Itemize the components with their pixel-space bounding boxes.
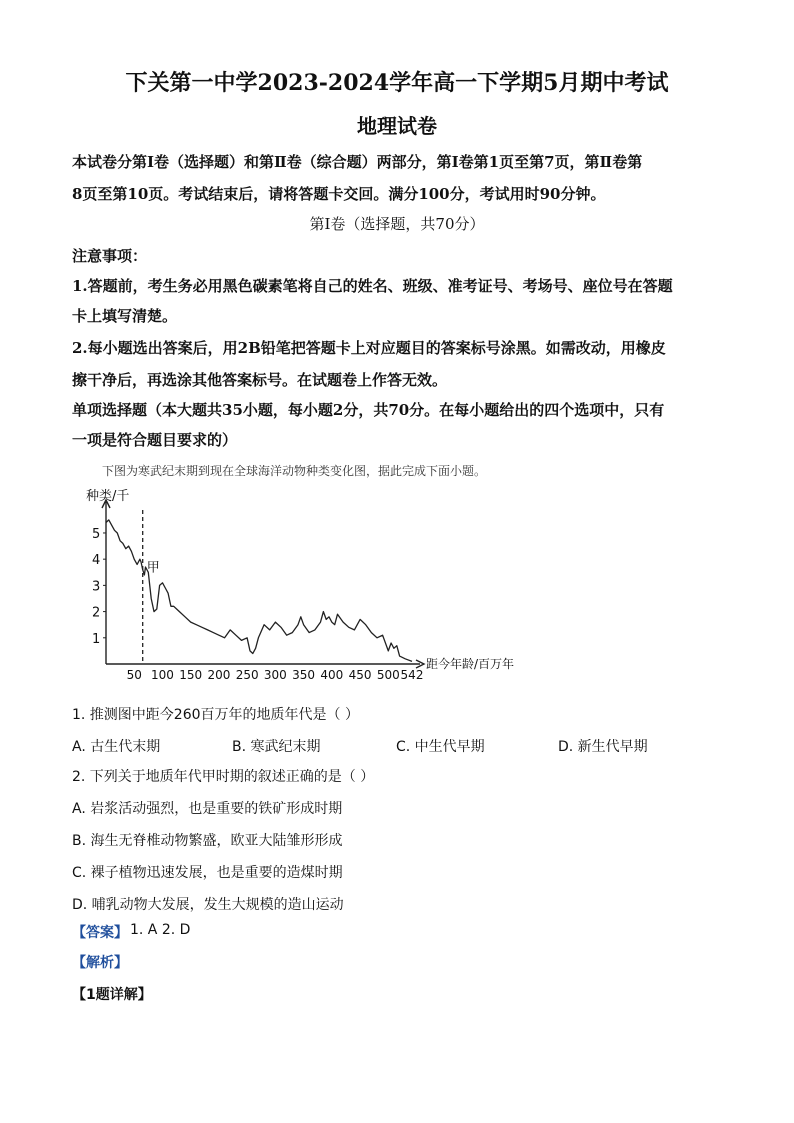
exam-subtitle: 地理试卷 xyxy=(357,114,437,138)
x-tick-label: 350 xyxy=(292,668,316,682)
x-tick-label: 500 xyxy=(376,668,400,682)
chart-series xyxy=(106,510,412,664)
q2-option-c: C. 裸子植物迅速发展，也是重要的造煤时期 xyxy=(72,865,343,881)
q2-option-d: D. 哺乳动物大发展，发生大规模的造山运动 xyxy=(72,897,344,913)
answer-text: 1. A 2. D xyxy=(130,922,191,938)
figure-caption: 下图为寒武纪末期到现在全球海洋动物种类变化图，据此完成下面小题。 xyxy=(102,464,487,478)
y-tick-label: 4 xyxy=(92,553,101,569)
notes-item-2-line-2: 擦干净后，再选涂其他答案标号。在试题卷上作答无效。 xyxy=(72,371,448,389)
notes-item-1-line-1: 1.答题前，考生务必用黑色碳素笔将自己的姓名、班级、准考证号、考场号、座位号在答题 xyxy=(72,277,673,295)
question-1-stem: 1. 推测图中距今260百万年的地质年代是（ ） xyxy=(72,707,359,723)
detail-label: 【1题详解】 xyxy=(72,987,152,1003)
q1-option-b: B. 寒武纪末期 xyxy=(232,739,321,755)
x-tick-label: 542 xyxy=(400,668,424,682)
q2-option-a: A. 岩浆活动强烈，也是重要的铁矿形成时期 xyxy=(72,801,343,817)
y-tick-label: 5 xyxy=(92,526,101,542)
exam-title: 下关第一中学2023-2024学年高一下学期5月期中考试 xyxy=(125,70,669,96)
x-tick-label: 300 xyxy=(263,668,287,682)
notes-item-1-line-2: 卡上填写清楚。 xyxy=(72,307,178,325)
species-line-chart xyxy=(72,484,542,684)
x-tick-label: 450 xyxy=(348,668,372,682)
answer-label: 【答案】 xyxy=(72,925,128,941)
x-tick-label: 400 xyxy=(320,668,344,682)
x-tick-label: 50 xyxy=(126,668,142,682)
single-choice-line-1: 单项选择题（本大题共35小题，每小题2分，共70分。在每小题给出的四个选项中，只有 xyxy=(72,401,665,419)
question-2-stem: 2. 下列关于地质年代甲时期的叙述正确的是（ ） xyxy=(72,769,375,785)
q1-option-d: D. 新生代早期 xyxy=(558,739,648,755)
chart-ticks xyxy=(92,527,423,682)
y-tick-label: 2 xyxy=(92,605,101,621)
y-tick-label: 3 xyxy=(92,579,101,595)
chart-axes xyxy=(86,488,514,671)
annotation-jia: 甲 xyxy=(146,560,160,576)
intro-line-1: 本试卷分第Ⅰ卷（选择题）和第Ⅱ卷（综合题）两部分，第Ⅰ卷第1页至第7页，第Ⅱ卷第 xyxy=(72,153,643,171)
analysis-label: 【解析】 xyxy=(72,955,128,971)
x-tick-label: 200 xyxy=(207,668,231,682)
x-tick-label: 250 xyxy=(235,668,259,682)
x-axis-label: 距今年龄/百万年 xyxy=(426,657,515,671)
y-tick-label: 1 xyxy=(92,631,101,647)
y-axis-label: 种类/千 xyxy=(86,489,130,504)
notes-item-2-line-1: 2.每小题选出答案后，用2B铅笔把答题卡上对应题目的答案标号涂黑。如需改动，用橡皮 xyxy=(72,339,666,357)
single-choice-line-2: 一项是符合题目要求的） xyxy=(72,431,238,449)
q1-option-c: C. 中生代早期 xyxy=(396,739,485,755)
species-series-line xyxy=(106,520,412,662)
intro-line-2: 8页至第10页。考试结束后，请将答题卡交回。满分100分，考试用时90分钟。 xyxy=(72,185,606,203)
x-tick-label: 100 xyxy=(151,668,174,682)
section-title: 第Ⅰ卷（选择题，共70分） xyxy=(309,215,485,233)
q1-option-a: A. 古生代末期 xyxy=(72,739,161,755)
x-tick-label: 150 xyxy=(179,668,203,682)
notes-heading: 注意事项： xyxy=(72,247,148,265)
q2-option-b: B. 海生无脊椎动物繁盛，欧亚大陆雏形形成 xyxy=(72,833,343,849)
